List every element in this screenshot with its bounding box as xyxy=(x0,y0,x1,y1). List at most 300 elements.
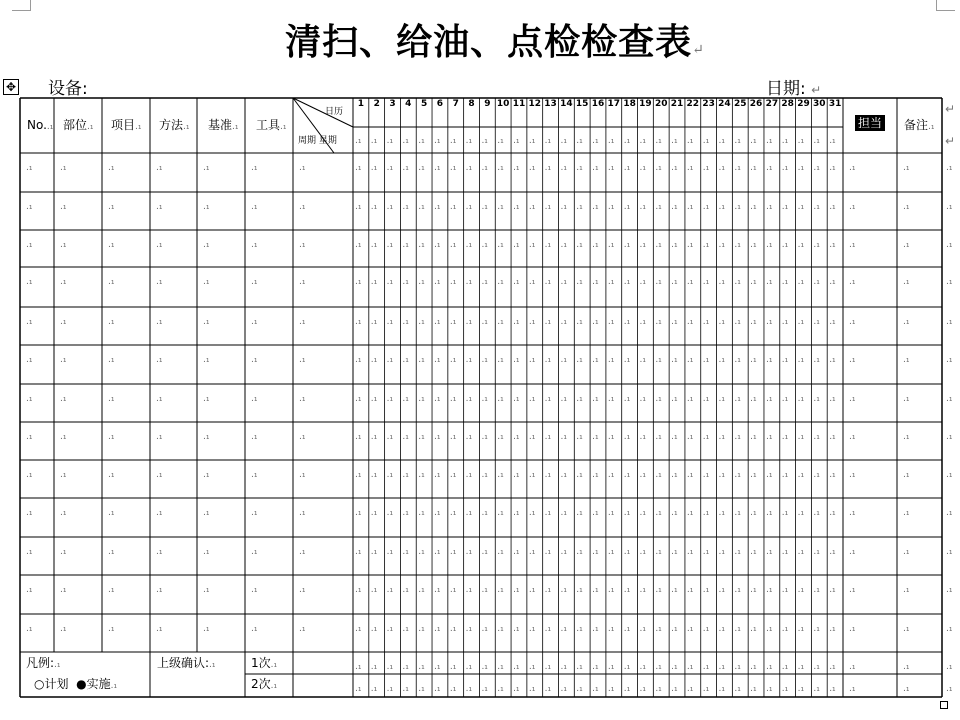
cell-mark: .₁ xyxy=(813,355,820,365)
cell-mark: .₁ xyxy=(465,355,473,365)
cell-mark: .₁ xyxy=(655,684,662,694)
cell-mark: .₁ xyxy=(702,585,710,595)
cell-mark: .₁ xyxy=(497,547,504,557)
cell-mark: .₁ xyxy=(449,624,457,634)
diagonal-header-cycle-weekday: 周期 星期 xyxy=(298,136,337,146)
cell-mark: .₁ xyxy=(156,585,163,595)
cell-mark: .₁ xyxy=(702,355,710,365)
cell-mark: .₁ xyxy=(655,432,662,442)
cell-mark: .₁ xyxy=(544,355,552,365)
cell-mark: .₁ xyxy=(26,277,33,287)
cell-mark: .₁ xyxy=(623,394,631,404)
day-number-20: 20 xyxy=(654,99,668,109)
cell-mark: .₁ xyxy=(928,122,935,132)
cell-mark: .₁ xyxy=(465,317,473,327)
cell-mark: .₁ xyxy=(370,432,378,442)
day-number-10: 10 xyxy=(496,99,510,109)
cell-mark: .₁ xyxy=(607,240,615,250)
cell-mark: .₁ xyxy=(797,624,805,634)
cell-mark: .₁ xyxy=(781,355,789,365)
col-header-remarks-text: 备注 xyxy=(904,118,929,132)
cell-mark: .₁ xyxy=(781,317,789,327)
row-end-cell-mark: .₁ xyxy=(946,317,953,327)
cell-mark: .₁ xyxy=(370,547,378,557)
cell-mark: .₁ xyxy=(765,277,773,287)
cell-mark: .₁ xyxy=(686,355,694,365)
paragraph-mark: ↵ xyxy=(692,42,705,58)
cell-mark: .₁ xyxy=(544,547,552,557)
cell-mark: .₁ xyxy=(781,547,789,557)
cell-mark: .₁ xyxy=(513,136,520,146)
cell-mark: .₁ xyxy=(607,355,615,365)
cell-mark: .₁ xyxy=(370,163,378,173)
cell-mark: .₁ xyxy=(734,432,741,442)
cell-mark: .₁ xyxy=(797,547,805,557)
cell-mark: .₁ xyxy=(797,585,805,595)
cell-mark: .₁ xyxy=(355,136,362,146)
cell-mark: .₁ xyxy=(60,163,67,173)
cell-mark: .₁ xyxy=(903,684,910,694)
cell-mark: .₁ xyxy=(232,122,239,132)
cell-mark: .₁ xyxy=(718,662,726,672)
cell-mark: .₁ xyxy=(560,240,567,250)
cell-mark: .₁ xyxy=(560,508,567,518)
cell-mark: .₁ xyxy=(671,508,678,518)
cell-mark: .₁ xyxy=(434,136,441,146)
cell-mark: .₁ xyxy=(781,163,789,173)
superior-confirm-text: 上级确认: xyxy=(157,656,210,670)
cell-mark: .₁ xyxy=(135,122,142,132)
cell-mark: .₁ xyxy=(781,662,789,672)
col-header-responsible[interactable]: 担当 xyxy=(855,115,885,131)
cell-mark: .₁ xyxy=(402,684,409,694)
cell-mark: .₁ xyxy=(370,684,378,694)
cell-mark: .₁ xyxy=(497,684,504,694)
cell-mark: .₁ xyxy=(560,163,567,173)
table-move-handle-icon[interactable]: ✥ xyxy=(3,79,19,95)
day-number-29: 29 xyxy=(797,99,810,109)
cell-mark: .₁ xyxy=(702,277,710,287)
cell-mark: .₁ xyxy=(251,163,258,173)
cell-mark: .₁ xyxy=(813,585,820,595)
cell-mark: .₁ xyxy=(639,317,646,327)
cell-mark: .₁ xyxy=(592,136,599,146)
cell-mark: .₁ xyxy=(434,277,441,287)
cell-mark: .₁ xyxy=(903,508,910,518)
cell-mark: .₁ xyxy=(686,163,694,173)
cell-mark: .₁ xyxy=(465,547,473,557)
cell-mark: .₁ xyxy=(671,317,678,327)
cell-mark: .₁ xyxy=(355,355,362,365)
cell-mark: .₁ xyxy=(576,355,583,365)
cell-mark: .₁ xyxy=(497,662,504,672)
cell-mark: .₁ xyxy=(702,240,710,250)
cell-mark: .₁ xyxy=(449,470,457,480)
cell-mark: .₁ xyxy=(26,547,33,557)
confirm-second-time xyxy=(251,677,277,693)
cell-mark: .₁ xyxy=(46,122,54,132)
cell-mark: .₁ xyxy=(829,432,836,442)
cell-mark: .₁ xyxy=(528,277,536,287)
cell-mark: .₁ xyxy=(765,547,773,557)
cell-mark: .₁ xyxy=(370,355,378,365)
cell-mark: .₁ xyxy=(849,432,856,442)
cell-mark: .₁ xyxy=(465,662,473,672)
cell-mark: .₁ xyxy=(544,684,552,694)
cell-mark: .₁ xyxy=(528,508,536,518)
day-number-4: 4 xyxy=(405,99,412,109)
cell-mark: .₁ xyxy=(513,202,520,212)
cell-mark: .₁ xyxy=(592,684,599,694)
cell-mark: .₁ xyxy=(813,240,820,250)
cell-mark: .₁ xyxy=(418,470,425,480)
cell-mark: .₁ xyxy=(686,240,694,250)
cell-mark: .₁ xyxy=(355,547,362,557)
cell-mark: .₁ xyxy=(481,163,488,173)
cell-mark: .₁ xyxy=(497,394,504,404)
cell-mark: .₁ xyxy=(560,547,567,557)
cell-mark: .₁ xyxy=(449,240,457,250)
cell-mark: .₁ xyxy=(623,317,631,327)
cell-mark: .₁ xyxy=(465,136,473,146)
cell-mark: .₁ xyxy=(251,394,258,404)
cell-mark: .₁ xyxy=(750,432,757,442)
cell-mark: .₁ xyxy=(497,136,504,146)
cell-mark: .₁ xyxy=(449,277,457,287)
legend-symbols xyxy=(34,677,117,693)
cell-mark: .₁ xyxy=(528,432,536,442)
cell-mark: .₁ xyxy=(781,202,789,212)
cell-mark: .₁ xyxy=(765,624,773,634)
cell-mark: .₁ xyxy=(434,355,441,365)
cell-mark: .₁ xyxy=(607,624,615,634)
cell-mark: .₁ xyxy=(849,394,856,404)
cell-mark: .₁ xyxy=(639,202,646,212)
cell-mark: .₁ xyxy=(639,547,646,557)
cell-mark: .₁ xyxy=(544,470,552,480)
cell-mark: .₁ xyxy=(734,684,741,694)
cell-mark: .₁ xyxy=(481,547,488,557)
cell-mark: .₁ xyxy=(576,662,583,672)
cell-mark: .₁ xyxy=(781,394,789,404)
cell-mark: .₁ xyxy=(903,163,910,173)
cell-mark: .₁ xyxy=(513,585,520,595)
cell-mark: .₁ xyxy=(734,394,741,404)
cell-mark: .₁ xyxy=(402,508,409,518)
cell-mark: .₁ xyxy=(686,202,694,212)
row-end-cell-mark: .₁ xyxy=(946,163,953,173)
cell-mark: .₁ xyxy=(718,684,726,694)
cell-mark: .₁ xyxy=(671,355,678,365)
cell-mark: .₁ xyxy=(513,432,520,442)
cell-mark: .₁ xyxy=(734,624,741,634)
cell-mark: .₁ xyxy=(251,277,258,287)
cell-mark: .₁ xyxy=(849,470,856,480)
cell-mark: .₁ xyxy=(26,624,33,634)
cell-mark: .₁ xyxy=(797,317,805,327)
cell-mark: .₁ xyxy=(481,432,488,442)
cell-mark: .₁ xyxy=(370,277,378,287)
cell-mark: .₁ xyxy=(765,136,773,146)
table-resize-handle[interactable] xyxy=(940,701,948,709)
cell-mark: .₁ xyxy=(829,317,836,327)
cell-mark: .₁ xyxy=(797,355,805,365)
cell-mark: .₁ xyxy=(481,136,488,146)
cell-mark: .₁ xyxy=(576,624,583,634)
cell-mark: .₁ xyxy=(623,202,631,212)
cell-mark: .₁ xyxy=(734,317,741,327)
cell-mark: .₁ xyxy=(639,684,646,694)
cell-mark: .₁ xyxy=(60,277,67,287)
cell-mark: .₁ xyxy=(26,355,33,365)
cell-mark: .₁ xyxy=(528,317,536,327)
cell-mark: .₁ xyxy=(355,394,362,404)
cell-mark: .₁ xyxy=(513,394,520,404)
cell-mark: .₁ xyxy=(528,662,536,672)
cell-mark: .₁ xyxy=(702,508,710,518)
day-number-16: 16 xyxy=(591,99,605,109)
cell-mark: .₁ xyxy=(203,277,210,287)
cell-mark: .₁ xyxy=(481,585,488,595)
cell-mark: .₁ xyxy=(607,508,615,518)
cell-mark: .₁ xyxy=(26,394,33,404)
cell-mark: .₁ xyxy=(655,508,662,518)
cell-mark: .₁ xyxy=(60,240,67,250)
day-number-3: 3 xyxy=(389,99,396,109)
cell-mark: .₁ xyxy=(26,240,33,250)
cell-mark: .₁ xyxy=(718,277,726,287)
cell-mark: .₁ xyxy=(386,470,394,480)
cell-mark: .₁ xyxy=(592,202,599,212)
row-end-mark: ↵ xyxy=(945,102,956,116)
cell-mark: .₁ xyxy=(576,317,583,327)
cell-mark: .₁ xyxy=(592,624,599,634)
cell-mark: .₁ xyxy=(528,163,536,173)
cell-mark: .₁ xyxy=(623,163,631,173)
cell-mark: .₁ xyxy=(370,585,378,595)
cell-mark: .₁ xyxy=(544,508,552,518)
cell-mark: .₁ xyxy=(560,317,567,327)
cell-mark: .₁ xyxy=(418,355,425,365)
cell-mark: .₁ xyxy=(797,684,805,694)
col-header-standard xyxy=(208,118,238,134)
cell-mark: .₁ xyxy=(402,277,409,287)
cell-mark: .₁ xyxy=(449,355,457,365)
cell-mark: .₁ xyxy=(576,585,583,595)
cell-mark: .₁ xyxy=(592,508,599,518)
day-number-12: 12 xyxy=(528,99,542,109)
cell-mark: .₁ xyxy=(386,163,394,173)
cell-mark: .₁ xyxy=(686,394,694,404)
day-number-21: 21 xyxy=(670,99,684,109)
cell-mark: .₁ xyxy=(370,202,378,212)
cell-mark: .₁ xyxy=(280,122,287,132)
cell-mark: .₁ xyxy=(781,240,789,250)
cell-mark: .₁ xyxy=(607,277,615,287)
cell-mark: .₁ xyxy=(60,432,67,442)
cell-mark: .₁ xyxy=(355,585,362,595)
col-header-standard-text: 基准 xyxy=(208,118,233,132)
cell-mark: .₁ xyxy=(813,508,820,518)
cell-mark: .₁ xyxy=(592,277,599,287)
cell-mark: .₁ xyxy=(797,240,805,250)
cell-mark: .₁ xyxy=(718,394,726,404)
cell-mark: .₁ xyxy=(497,470,504,480)
day-number-15: 15 xyxy=(575,99,589,109)
cell-mark: .₁ xyxy=(592,432,599,442)
cell-mark: .₁ xyxy=(639,662,646,672)
cell-mark: .₁ xyxy=(671,432,678,442)
cell-mark: .₁ xyxy=(497,432,504,442)
cell-mark: .₁ xyxy=(108,585,115,595)
cell-mark: .₁ xyxy=(203,470,210,480)
cell-mark: .₁ xyxy=(108,547,115,557)
cell-mark: .₁ xyxy=(418,662,425,672)
cell-mark: .₁ xyxy=(797,470,805,480)
cell-mark: .₁ xyxy=(203,163,210,173)
cell-mark: .₁ xyxy=(576,432,583,442)
cell-mark: .₁ xyxy=(686,277,694,287)
day-number-24: 24 xyxy=(718,99,731,109)
cell-mark: .₁ xyxy=(623,355,631,365)
cell-mark: .₁ xyxy=(702,317,710,327)
cell-mark: .₁ xyxy=(299,355,306,365)
day-number-11: 11 xyxy=(512,99,526,109)
cell-mark: .₁ xyxy=(156,508,163,518)
cell-mark: .₁ xyxy=(251,355,258,365)
cell-mark: .₁ xyxy=(702,202,710,212)
cell-mark: .₁ xyxy=(560,585,567,595)
cell-mark: .₁ xyxy=(418,240,425,250)
cell-mark: .₁ xyxy=(108,277,115,287)
legend-plan: ○计划 xyxy=(34,677,69,691)
cell-mark: .₁ xyxy=(513,470,520,480)
cell-mark: .₁ xyxy=(402,547,409,557)
cell-mark: .₁ xyxy=(655,394,662,404)
cell-mark: .₁ xyxy=(434,163,441,173)
cell-mark: .₁ xyxy=(203,547,210,557)
cell-mark: .₁ xyxy=(718,163,726,173)
cell-mark: .₁ xyxy=(576,394,583,404)
cell-mark: .₁ xyxy=(544,394,552,404)
cell-mark: .₁ xyxy=(370,624,378,634)
cell-mark: .₁ xyxy=(203,585,210,595)
row-end-cell-mark: .₁ xyxy=(946,202,953,212)
cell-mark: .₁ xyxy=(686,547,694,557)
cell-mark: .₁ xyxy=(528,547,536,557)
col-header-item-text: 项目 xyxy=(111,118,136,132)
cell-mark: .₁ xyxy=(544,240,552,250)
confirm-second-time-text: 2次 xyxy=(251,677,271,691)
cell-mark: .₁ xyxy=(270,681,278,691)
cell-mark: .₁ xyxy=(449,163,457,173)
cell-mark: .₁ xyxy=(765,684,773,694)
day-number-8: 8 xyxy=(468,99,475,109)
cell-mark: .₁ xyxy=(623,470,631,480)
col-header-no-text: No. xyxy=(27,118,47,132)
day-number-28: 28 xyxy=(781,99,794,109)
cell-mark: .₁ xyxy=(903,662,910,672)
cell-mark: .₁ xyxy=(251,624,258,634)
cell-mark: .₁ xyxy=(513,355,520,365)
cell-mark: .₁ xyxy=(686,585,694,595)
cell-mark: .₁ xyxy=(497,317,504,327)
cell-mark: .₁ xyxy=(402,470,409,480)
cell-mark: .₁ xyxy=(203,394,210,404)
cell-mark: .₁ xyxy=(402,202,409,212)
cell-mark: .₁ xyxy=(734,277,741,287)
date-label-text: 日期: xyxy=(766,79,806,99)
cell-mark: .₁ xyxy=(849,277,856,287)
cell-mark: .₁ xyxy=(60,202,67,212)
cell-mark: .₁ xyxy=(750,662,757,672)
cell-mark: .₁ xyxy=(183,122,190,132)
cell-mark: .₁ xyxy=(544,624,552,634)
cell-mark: .₁ xyxy=(607,136,615,146)
cell-mark: .₁ xyxy=(576,240,583,250)
col-header-no xyxy=(27,118,53,134)
cell-mark: .₁ xyxy=(734,240,741,250)
cell-mark: .₁ xyxy=(671,585,678,595)
cell-mark: .₁ xyxy=(299,240,306,250)
cell-mark: .₁ xyxy=(299,508,306,518)
cell-mark: .₁ xyxy=(750,394,757,404)
cell-mark: .₁ xyxy=(655,317,662,327)
superior-confirm-label xyxy=(157,656,216,672)
cell-mark: .₁ xyxy=(156,277,163,287)
cell-mark: .₁ xyxy=(849,624,856,634)
cell-mark: .₁ xyxy=(434,394,441,404)
cell-mark: .₁ xyxy=(718,240,726,250)
cell-mark: .₁ xyxy=(434,470,441,480)
day-number-9: 9 xyxy=(484,99,491,109)
cell-mark: .₁ xyxy=(750,317,757,327)
cell-mark: .₁ xyxy=(671,547,678,557)
cell-mark: .₁ xyxy=(108,355,115,365)
cell-mark: .₁ xyxy=(156,624,163,634)
cell-mark: .₁ xyxy=(465,277,473,287)
cell-mark: .₁ xyxy=(434,202,441,212)
cell-mark: .₁ xyxy=(544,317,552,327)
cell-mark: .₁ xyxy=(607,662,615,672)
cell-mark: .₁ xyxy=(251,508,258,518)
cell-mark: .₁ xyxy=(734,470,741,480)
cell-mark: .₁ xyxy=(592,317,599,327)
cell-mark: .₁ xyxy=(386,136,394,146)
cell-mark: .₁ xyxy=(355,240,362,250)
cell-mark: .₁ xyxy=(765,585,773,595)
cell-mark: .₁ xyxy=(750,508,757,518)
cell-mark: .₁ xyxy=(829,547,836,557)
cell-mark: .₁ xyxy=(481,394,488,404)
cell-mark: .₁ xyxy=(528,394,536,404)
cell-mark: .₁ xyxy=(765,317,773,327)
cell-mark: .₁ xyxy=(750,547,757,557)
cell-mark: .₁ xyxy=(299,585,306,595)
cell-mark: .₁ xyxy=(702,432,710,442)
cell-mark: .₁ xyxy=(750,163,757,173)
cell-mark: .₁ xyxy=(750,355,757,365)
cell-mark: .₁ xyxy=(355,470,362,480)
cell-mark: .₁ xyxy=(623,662,631,672)
cell-mark: .₁ xyxy=(528,240,536,250)
legend-done: ●实施 xyxy=(76,677,111,691)
cell-mark: .₁ xyxy=(156,470,163,480)
cell-mark: .₁ xyxy=(386,202,394,212)
cell-mark: .₁ xyxy=(434,432,441,442)
cell-mark: .₁ xyxy=(60,585,67,595)
cell-mark: .₁ xyxy=(528,684,536,694)
